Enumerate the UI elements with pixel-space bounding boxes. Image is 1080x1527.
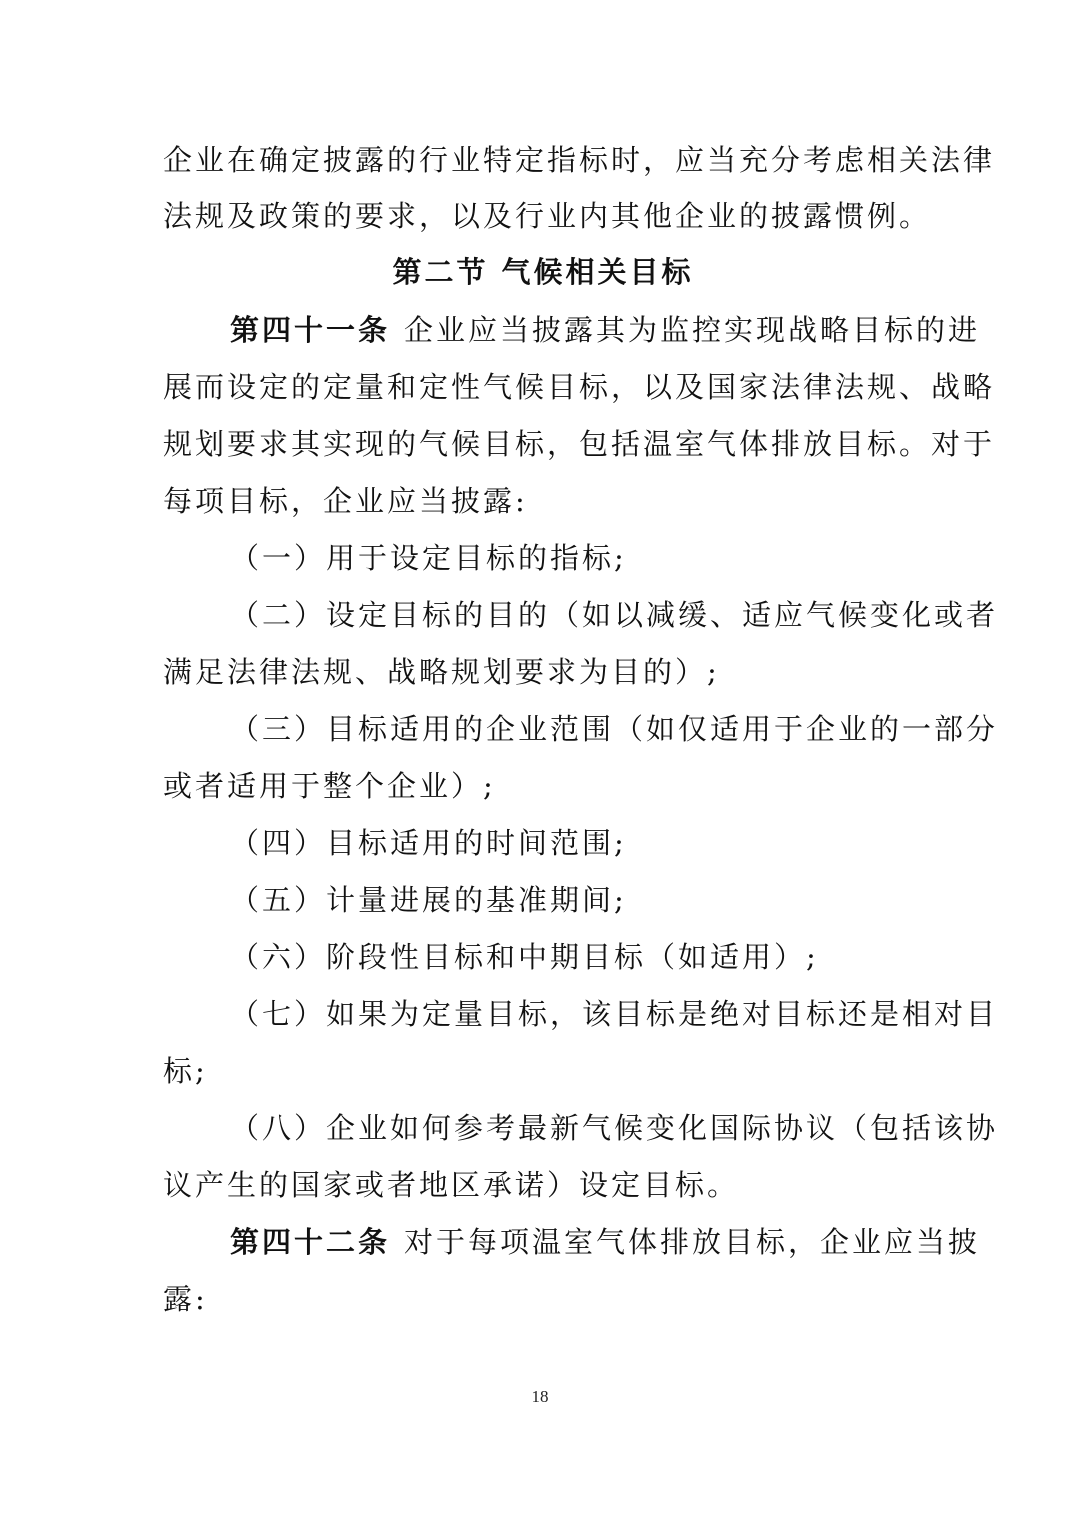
article-42-line (230, 1222, 981, 1262)
article-41-line (230, 310, 981, 350)
paragraph-line: 法规及政策的要求，以及行业内其他企业的披露惯例。 (163, 199, 932, 233)
list-item-continuation: 满足法律法规、战略规划要求为目的）; (163, 655, 720, 689)
paragraph-line: 展而设定的定量和定性气候目标，以及国家法律法规、战略 (163, 370, 996, 404)
list-item: （四）目标适用的时间范围; (230, 826, 627, 860)
list-item-continuation: 标; (163, 1054, 208, 1088)
section-heading: 第二节 气候相关目标 (392, 255, 694, 289)
list-item-continuation: 议产生的国家或者地区承诺）设定目标。 (163, 1168, 740, 1202)
list-item-continuation: 或者适用于整个企业）; (163, 769, 496, 803)
list-item: （一）用于设定目标的指标; (230, 541, 627, 575)
paragraph-line: 露: (163, 1282, 208, 1316)
list-item: （七）如果为定量目标，该目标是绝对目标还是相对目 (230, 997, 999, 1031)
paragraph-line: 每项目标，企业应当披露: (163, 484, 528, 518)
article-42-text: 对于每项温室气体排放目标，企业应当披 (404, 1225, 981, 1259)
paragraph-line: 规划要求其实现的气候目标，包括温室气体排放目标。对于 (163, 427, 996, 461)
list-item: （二）设定目标的目的（如以减缓、适应气候变化或者 (230, 598, 999, 632)
list-item: （六）阶段性目标和中期目标（如适用）; (230, 940, 819, 974)
page-number: 18 (531, 1387, 549, 1406)
list-item: （八）企业如何参考最新气候变化国际协议（包括该协 (230, 1111, 999, 1145)
list-item: （三）目标适用的企业范围（如仅适用于企业的一部分 (230, 712, 999, 746)
article-41-number: 第四十一条 (230, 313, 391, 347)
article-41-text: 企业应当披露其为监控实现战略目标的进 (404, 313, 981, 347)
article-42-number: 第四十二条 (230, 1225, 391, 1259)
paragraph-line: 企业在确定披露的行业特定指标时，应当充分考虑相关法律 (163, 143, 996, 177)
list-item: （五）计量进展的基准期间; (230, 883, 627, 917)
